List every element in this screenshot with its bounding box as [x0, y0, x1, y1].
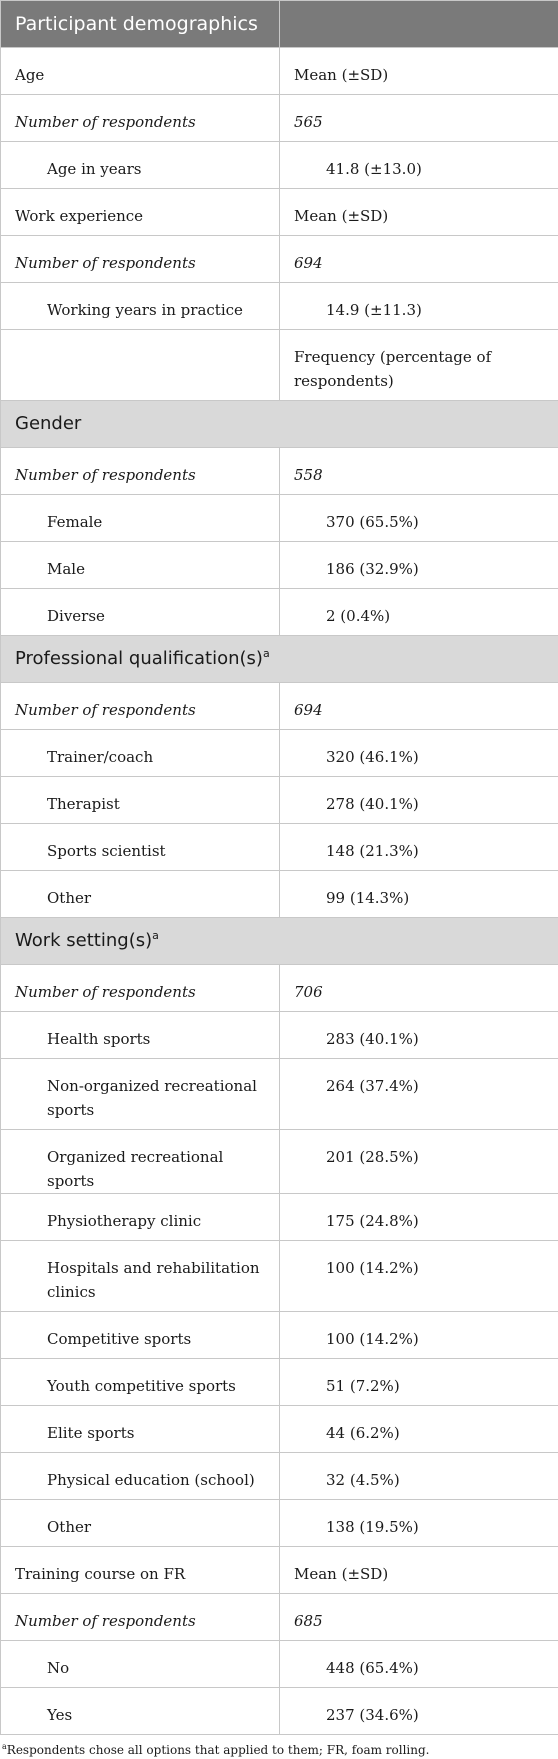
row-label: Non-organized recreational sports	[1, 1059, 280, 1130]
table-row	[1, 1547, 558, 1594]
header-empty-cell	[280, 1, 558, 48]
table-row	[1, 777, 558, 824]
section-title: Work $setting(s)^a$	[1, 918, 558, 965]
row-label: Hospitals and rehabilitation clinics	[1, 1241, 280, 1312]
table-row	[1, 236, 558, 283]
row-label: Number of respondents	[1, 1594, 280, 1641]
row-label: Trainer/coach	[1, 730, 280, 777]
table-row	[1, 1406, 558, 1453]
table-row	[1, 1688, 558, 1735]
row-label-empty	[1, 330, 280, 401]
row-value: 201 (28.5%)	[280, 1130, 558, 1194]
table-row	[1, 1059, 558, 1130]
row-value: 694	[280, 236, 558, 283]
row-value: 44 (6.2%)	[280, 1406, 558, 1453]
table-row	[1, 1500, 558, 1547]
row-label: Male	[1, 542, 280, 589]
row-label: Training course on FR	[1, 1547, 280, 1594]
table-row	[1, 730, 558, 777]
row-value: 694	[280, 683, 558, 730]
table-row	[1, 871, 558, 918]
table-row	[1, 95, 558, 142]
row-label: Age	[1, 48, 280, 95]
row-label: Sports scientist	[1, 824, 280, 871]
row-value: Mean (±SD)	[280, 189, 558, 236]
table-row	[1, 142, 558, 189]
row-label: Diverse	[1, 589, 280, 636]
row-label: Youth competitive sports	[1, 1359, 280, 1406]
gender-rows	[1, 495, 558, 636]
row-label: Other	[1, 871, 280, 918]
row-value: 264 (37.4%)	[280, 1059, 558, 1130]
section-title: Gender	[1, 401, 558, 448]
row-value: 175 (24.8%)	[280, 1194, 558, 1241]
table-row	[1, 589, 558, 636]
row-value: 14.9 (±11.3)	[280, 283, 558, 330]
row-label: Therapist	[1, 777, 280, 824]
table-row	[1, 1594, 558, 1641]
row-label: Number of respondents	[1, 683, 280, 730]
row-value: 138 (19.5%)	[280, 1500, 558, 1547]
row-label: Number of respondents	[1, 95, 280, 142]
table-row	[1, 448, 558, 495]
row-value: 448 (65.4%)	[280, 1641, 558, 1688]
row-label: No	[1, 1641, 280, 1688]
row-value: 41.8 (±13.0)	[280, 142, 558, 189]
row-value: 186 (32.9%)	[280, 542, 558, 589]
table-header-row	[1, 1, 558, 48]
row-label: Physical education (school)	[1, 1453, 280, 1500]
row-label: Other	[1, 1500, 280, 1547]
frequency-label: Frequency (percentage of respondents)	[280, 330, 558, 401]
table-row	[1, 1130, 558, 1194]
row-value: 2 (0.4%)	[280, 589, 558, 636]
section-row-qualification	[1, 636, 558, 683]
table-row	[1, 965, 558, 1012]
table-row	[1, 1241, 558, 1312]
table-row	[1, 683, 558, 730]
row-label: Working years in practice	[1, 283, 280, 330]
table-row	[1, 495, 558, 542]
table-row	[1, 1641, 558, 1688]
table-row	[1, 824, 558, 871]
row-label: Number of respondents	[1, 965, 280, 1012]
work-setting-rows	[1, 1012, 558, 1547]
table-row	[1, 1359, 558, 1406]
table-row	[1, 189, 558, 236]
table-row	[1, 1453, 558, 1500]
row-value: 706	[280, 965, 558, 1012]
row-value: 558	[280, 448, 558, 495]
table-footnote: $^a$Respondents chose all options that applied to them; FR, foam rolling.	[0, 1735, 558, 1759]
row-value: 100 (14.2%)	[280, 1312, 558, 1359]
row-value: 100 (14.2%)	[280, 1241, 558, 1312]
table-row	[1, 1312, 558, 1359]
row-label: Elite sports	[1, 1406, 280, 1453]
row-value: 685	[280, 1594, 558, 1641]
row-label: Work experience	[1, 189, 280, 236]
section-row-work-setting	[1, 918, 558, 965]
row-value: 237 (34.6%)	[280, 1688, 558, 1735]
qualification-rows	[1, 730, 558, 918]
row-value: 99 (14.3%)	[280, 871, 558, 918]
table-row	[1, 1194, 558, 1241]
row-value: 51 (7.2%)	[280, 1359, 558, 1406]
section-row-gender	[1, 401, 558, 448]
section-title: Professional $qualification(s)^a$	[1, 636, 558, 683]
table-title: Participant demographics	[1, 1, 280, 48]
row-value: 320 (46.1%)	[280, 730, 558, 777]
row-label: Competitive sports	[1, 1312, 280, 1359]
training-rows	[1, 1641, 558, 1735]
row-label: Age in years	[1, 142, 280, 189]
row-value: 370 (65.5%)	[280, 495, 558, 542]
table-row	[1, 48, 558, 95]
table-row	[1, 1012, 558, 1059]
row-label: Health sports	[1, 1012, 280, 1059]
row-label: Organized recreational sports	[1, 1130, 280, 1194]
row-value: Mean (±SD)	[280, 48, 558, 95]
row-value: 565	[280, 95, 558, 142]
row-label: Number of respondents	[1, 236, 280, 283]
row-value: 283 (40.1%)	[280, 1012, 558, 1059]
table-row	[1, 330, 558, 401]
row-label: Yes	[1, 1688, 280, 1735]
row-value: 278 (40.1%)	[280, 777, 558, 824]
row-label: Physiotherapy clinic	[1, 1194, 280, 1241]
row-label: Number of respondents	[1, 448, 280, 495]
row-value: 32 (4.5%)	[280, 1453, 558, 1500]
table-row	[1, 283, 558, 330]
row-value: 148 (21.3%)	[280, 824, 558, 871]
row-value: Mean (±SD)	[280, 1547, 558, 1594]
row-label: Female	[1, 495, 280, 542]
table-row	[1, 542, 558, 589]
